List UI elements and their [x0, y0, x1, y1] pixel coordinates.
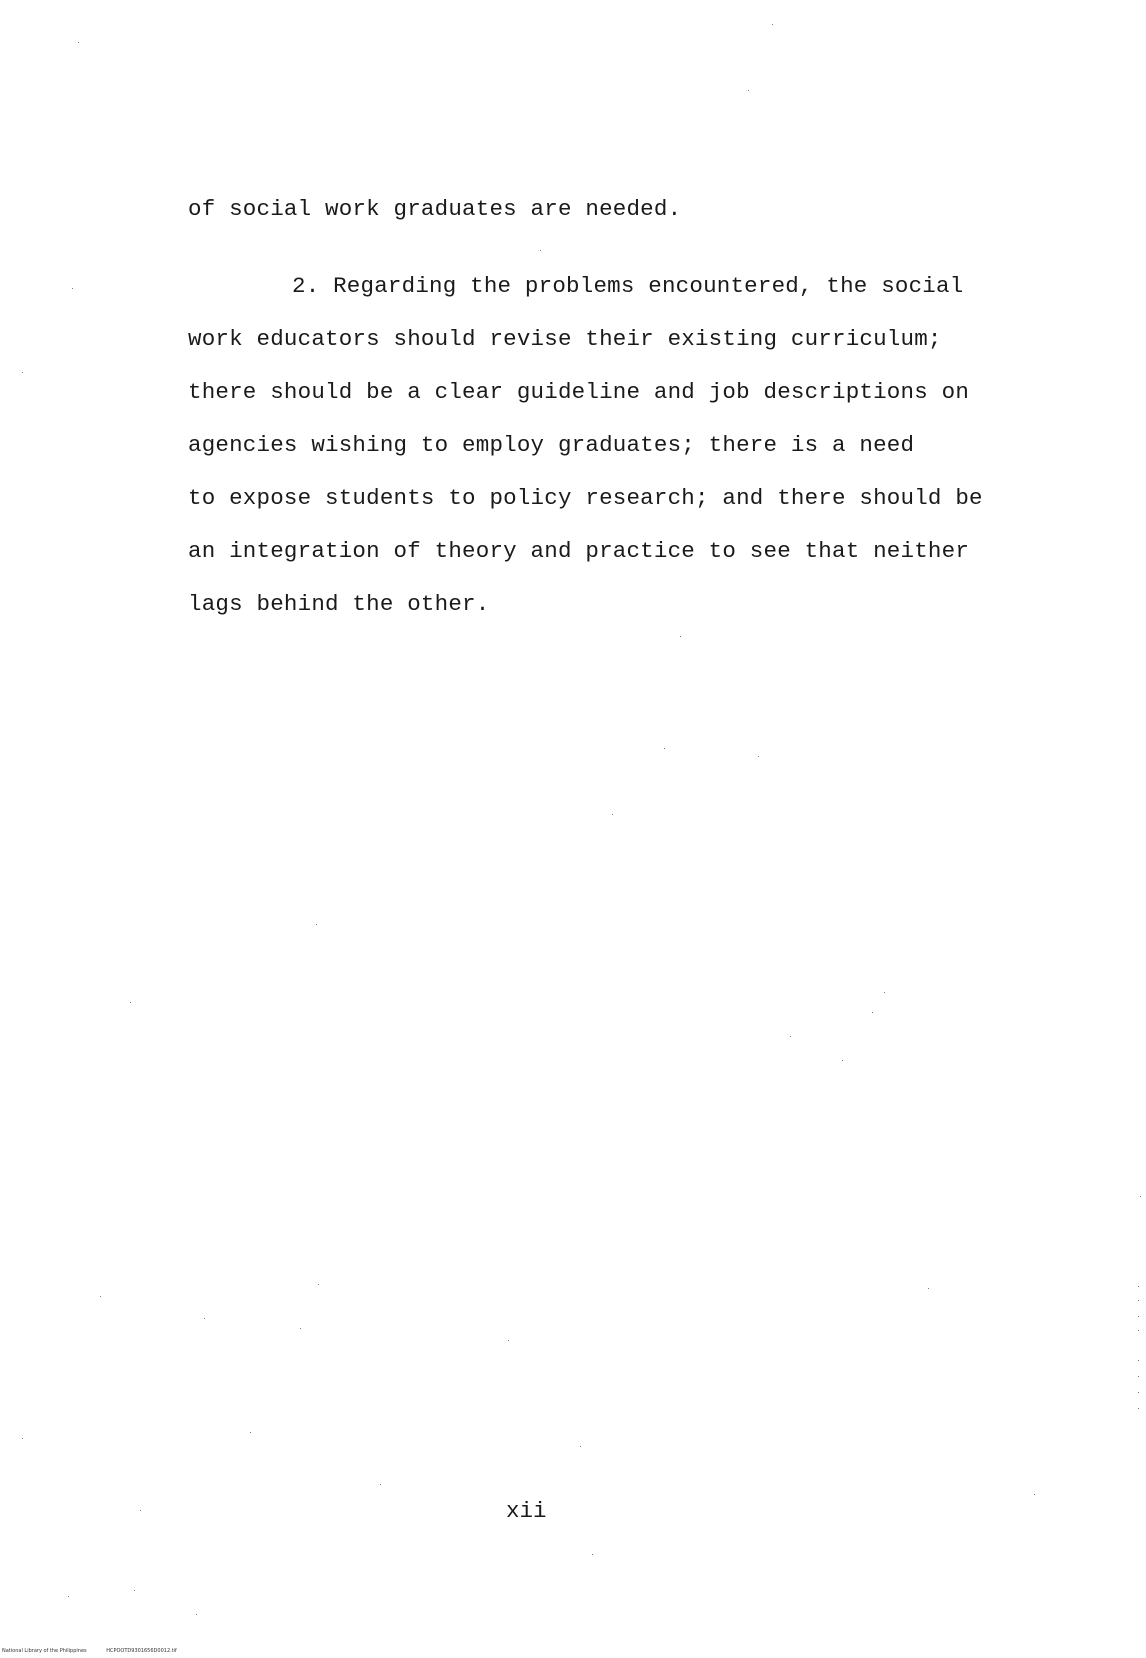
- scan-speck: [842, 1060, 843, 1061]
- scan-speck: [928, 1288, 929, 1289]
- scan-speck: [22, 1438, 23, 1439]
- scan-speck: [1138, 1330, 1139, 1331]
- text-line-4: there should be a clear guideline and job descriptions on: [188, 379, 970, 405]
- scan-speck: [318, 1284, 319, 1285]
- scan-speck: [72, 288, 73, 289]
- scan-speck: [612, 814, 613, 815]
- scan-speck: [680, 636, 681, 637]
- scan-speck: [380, 1484, 381, 1485]
- text-line-7: an integration of theory and practice to see that neither: [188, 538, 970, 564]
- scan-speck: [1140, 1196, 1141, 1197]
- scan-speck: [1138, 1316, 1139, 1317]
- scan-speck: [68, 1596, 69, 1597]
- scan-speck: [140, 1510, 141, 1511]
- text-line-6: to expose students to policy research; and there should be: [188, 485, 983, 511]
- footer-file: HCPOOTD9301656D0012.tif: [106, 1648, 177, 1654]
- scan-speck: [664, 748, 665, 749]
- footer-library: National Library of the Philippines: [2, 1648, 87, 1654]
- scan-speck: [592, 1554, 593, 1555]
- scan-speck: [884, 992, 885, 993]
- scan-speck: [316, 924, 317, 925]
- scan-footer: [2, 1648, 195, 1654]
- scan-speck: [580, 1446, 581, 1447]
- scan-speck: [1138, 1408, 1139, 1409]
- scan-speck: [130, 1002, 131, 1003]
- scan-speck: [78, 42, 79, 43]
- scan-speck: [748, 90, 749, 91]
- scan-speck: [1138, 1286, 1139, 1287]
- text-line-5: agencies wishing to employ graduates; there is a need: [188, 432, 915, 458]
- scan-speck: [1138, 1392, 1139, 1393]
- scan-speck: [758, 756, 759, 757]
- scan-speck: [1138, 1376, 1139, 1377]
- scan-speck: [790, 1036, 791, 1037]
- scan-speck: [22, 372, 23, 373]
- scan-speck: [540, 250, 541, 251]
- scan-speck: [204, 1318, 205, 1319]
- scan-speck: [508, 1340, 509, 1341]
- scan-speck: [196, 1614, 197, 1615]
- scan-speck: [134, 1590, 135, 1591]
- scan-speck: [1138, 1300, 1139, 1301]
- text-line-2: 2. Regarding the problems encountered, the social: [292, 273, 964, 299]
- scan-speck: [100, 1296, 101, 1297]
- scan-speck: [1138, 1360, 1139, 1361]
- scan-speck: [772, 24, 773, 25]
- text-line-1: of social work graduates are needed.: [188, 196, 682, 222]
- page-number: xii: [506, 1498, 547, 1524]
- scan-speck: [300, 1328, 301, 1329]
- scan-speck: [1034, 1494, 1035, 1495]
- scan-speck: [872, 1012, 873, 1013]
- text-line-8: lags behind the other.: [188, 591, 490, 617]
- text-line-3: work educators should revise their existing curriculum;: [188, 326, 942, 352]
- scan-speck: [250, 1432, 251, 1433]
